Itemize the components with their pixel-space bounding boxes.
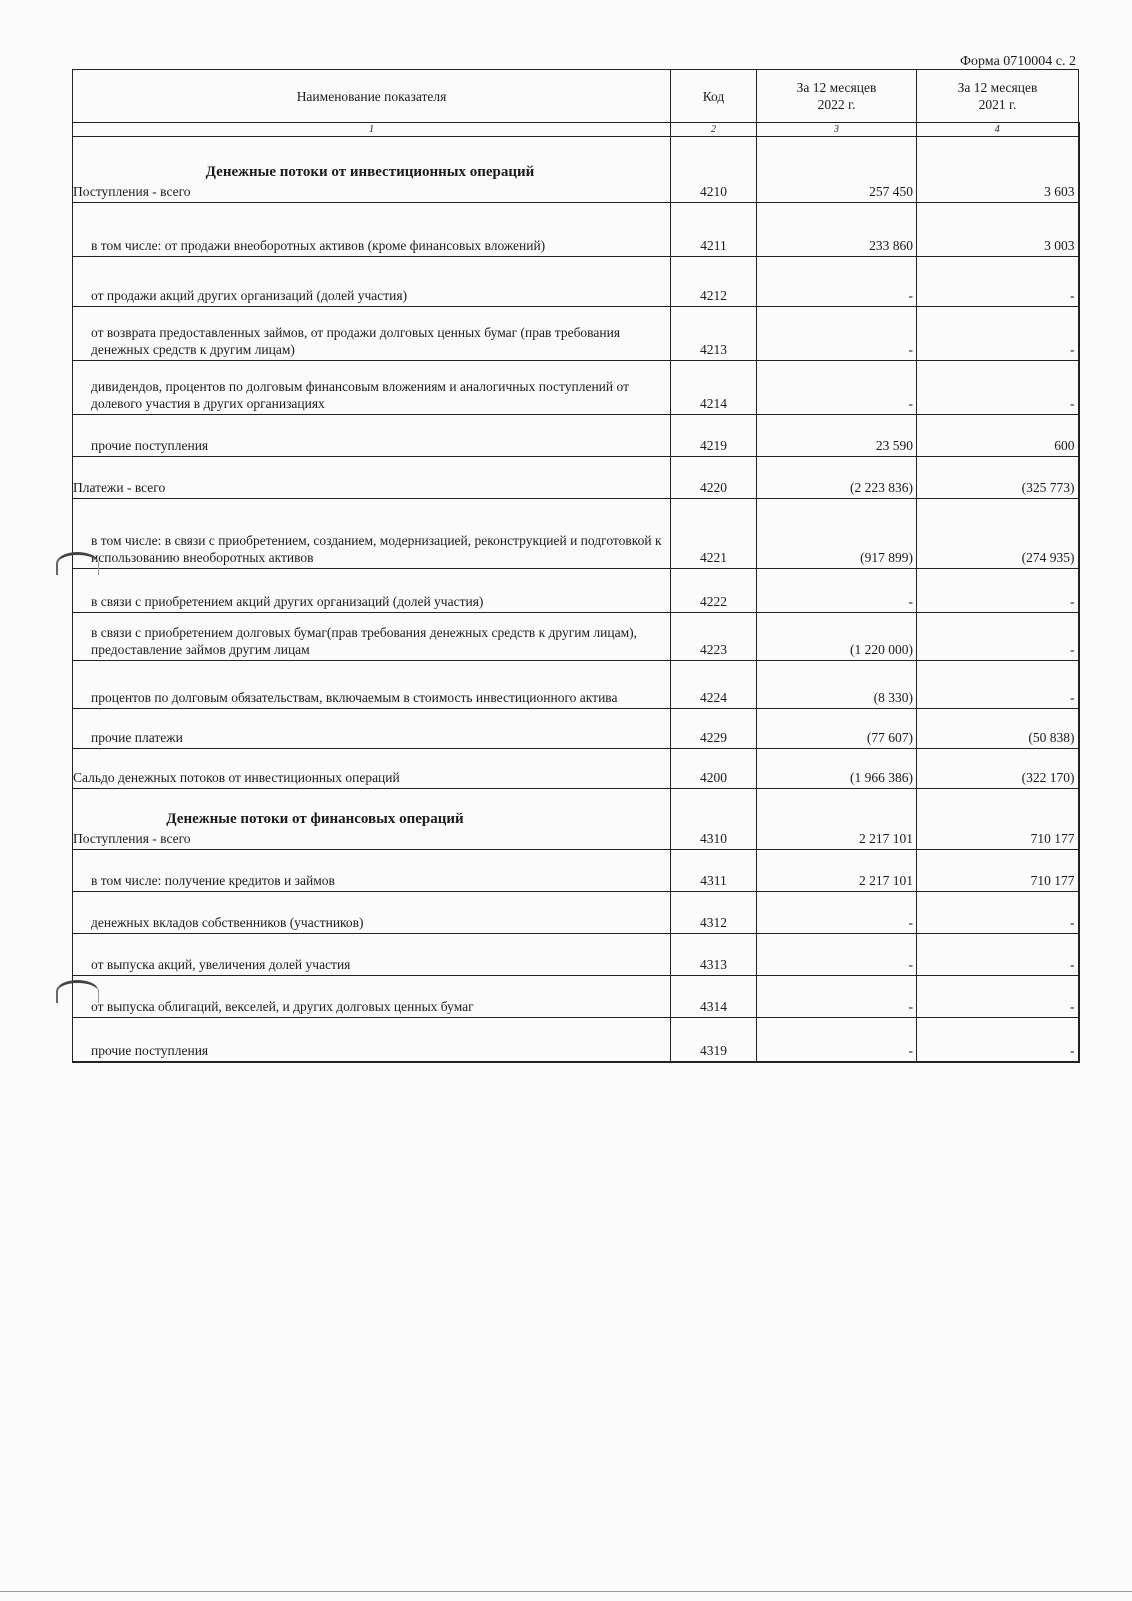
row-value-previous: - [917, 361, 1079, 415]
table-header-row [73, 70, 1079, 123]
page-edge-line [0, 1591, 1132, 1592]
table-row [73, 569, 1079, 613]
row-code: 4319 [671, 1018, 757, 1062]
row-value-current: - [757, 257, 917, 307]
row-value-previous: - [917, 307, 1079, 361]
row-value-previous: (325 773) [917, 457, 1079, 499]
table-row [73, 850, 1079, 892]
row-value-current: (1 220 000) [757, 613, 917, 661]
punch-hole-mark [56, 552, 99, 575]
row-value-current: - [757, 569, 917, 613]
row-value-previous: 710 177 [917, 789, 1079, 850]
row-code: 4200 [671, 749, 757, 789]
column-index: 3 [757, 123, 917, 137]
row-name: от продажи акций других организаций (долей участия) [73, 257, 671, 307]
header-code: Код [671, 70, 757, 123]
table-row [73, 934, 1079, 976]
row-name: процентов по долговым обязательствам, включаемым в стоимость инвестиционного актива [73, 661, 671, 709]
row-code: 4214 [671, 361, 757, 415]
row-value-current: - [757, 934, 917, 976]
row-value-current: - [757, 307, 917, 361]
row-value-previous: - [917, 569, 1079, 613]
row-value-previous: 600 [917, 415, 1079, 457]
table-row [73, 892, 1079, 934]
row-value-current: (1 966 386) [757, 749, 917, 789]
row-value-current: - [757, 1018, 917, 1062]
row-value-current: 23 590 [757, 415, 917, 457]
row-value-current: 2 217 101 [757, 789, 917, 850]
row-value-previous: - [917, 892, 1079, 934]
row-code: 4314 [671, 976, 757, 1018]
row-code: 4311 [671, 850, 757, 892]
row-name: в том числе: получение кредитов и займов [73, 850, 671, 892]
row-name: в связи с приобретением долговых бумаг(прав требования денежных средств к другим лицам), предоставление займов другим лицам [73, 613, 671, 661]
row-name: от выпуска акций, увеличения долей участия [73, 934, 671, 976]
row-name: Поступления - всего [73, 184, 191, 199]
row-code: 4313 [671, 934, 757, 976]
row-name: от выпуска облигаций, векселей, и других долговых ценных бумаг [73, 976, 671, 1018]
row-name-cell [73, 137, 671, 203]
row-value-current: 233 860 [757, 203, 917, 257]
row-code: 4219 [671, 415, 757, 457]
row-name: Сальдо денежных потоков от инвестиционных операций [73, 749, 671, 789]
row-value-previous: 3 603 [917, 137, 1079, 203]
table-row [73, 709, 1079, 749]
table-row [73, 613, 1079, 661]
row-value-previous: (50 838) [917, 709, 1079, 749]
table-row [73, 203, 1079, 257]
row-value-previous: - [917, 976, 1079, 1018]
row-name: прочие платежи [73, 709, 671, 749]
row-name: Платежи - всего [73, 457, 671, 499]
row-value-current: (8 330) [757, 661, 917, 709]
row-value-current: 257 450 [757, 137, 917, 203]
column-index-row [73, 123, 1079, 137]
row-name: прочие поступления [73, 415, 671, 457]
punch-hole-mark [56, 980, 99, 1003]
row-name: в том числе: в связи с приобретением, созданием, модернизацией, реконструкцией и подготовкой к использованию внеоборотных активов [73, 499, 671, 569]
row-code: 4224 [671, 661, 757, 709]
header-period-current: За 12 месяцев 2022 г. [757, 70, 917, 123]
row-value-previous: - [917, 1018, 1079, 1062]
header-period-previous: За 12 месяцев 2021 г. [917, 70, 1079, 123]
row-value-previous: - [917, 661, 1079, 709]
table-row [73, 457, 1079, 499]
column-index: 1 [73, 123, 671, 137]
table-row [73, 137, 1079, 203]
table-row [73, 749, 1079, 789]
row-value-previous: (274 935) [917, 499, 1079, 569]
cash-flow-table [72, 69, 1080, 1063]
row-value-current: (2 223 836) [757, 457, 917, 499]
row-value-previous: 710 177 [917, 850, 1079, 892]
row-code: 4312 [671, 892, 757, 934]
row-code: 4213 [671, 307, 757, 361]
row-name: в связи с приобретением акций других организаций (долей участия) [73, 569, 671, 613]
row-code: 4211 [671, 203, 757, 257]
row-name: прочие поступления [73, 1018, 671, 1062]
row-value-previous: (322 170) [917, 749, 1079, 789]
row-value-current: - [757, 976, 917, 1018]
row-name: Поступления - всего [73, 831, 191, 846]
table-row [73, 976, 1079, 1018]
row-name: от возврата предоставленных займов, от продажи долговых ценных бумаг (прав требования денежных средств к другим лицам) [73, 307, 671, 361]
table-row [73, 499, 1079, 569]
row-value-previous: 3 003 [917, 203, 1079, 257]
row-code: 4210 [671, 137, 757, 203]
row-code: 4223 [671, 613, 757, 661]
row-code: 4310 [671, 789, 757, 850]
row-name-cell [73, 789, 671, 850]
table-row [73, 257, 1079, 307]
table-row [73, 415, 1079, 457]
row-name: в том числе: от продажи внеоборотных активов (кроме финансовых вложений) [73, 203, 671, 257]
header-name: Наименование показателя [73, 70, 671, 123]
column-index: 4 [917, 123, 1079, 137]
row-code: 4212 [671, 257, 757, 307]
row-value-current: (77 607) [757, 709, 917, 749]
table-row [73, 361, 1079, 415]
row-value-current: - [757, 892, 917, 934]
form-number-label: Форма 0710004 с. 2 [959, 54, 1076, 69]
table-row [73, 307, 1079, 361]
column-index: 2 [671, 123, 757, 137]
row-value-previous: - [917, 934, 1079, 976]
row-value-previous: - [917, 613, 1079, 661]
row-name: денежных вкладов собственников (участников) [73, 892, 671, 934]
row-value-current: 2 217 101 [757, 850, 917, 892]
row-value-previous: - [917, 257, 1079, 307]
row-code: 4220 [671, 457, 757, 499]
row-value-current: (917 899) [757, 499, 917, 569]
table-row [73, 661, 1079, 709]
row-code: 4229 [671, 709, 757, 749]
row-code: 4222 [671, 569, 757, 613]
section-title-financing: Денежные потоки от финансовых операций [166, 811, 464, 827]
row-code: 4221 [671, 499, 757, 569]
row-name: дивидендов, процентов по долговым финансовым вложениям и аналогичных поступлений от долевого участия в других организациях [73, 361, 671, 415]
table-row [73, 789, 1079, 850]
table-row [73, 1018, 1079, 1062]
row-value-current: - [757, 361, 917, 415]
section-title-investing: Денежные потоки от инвестиционных операций [205, 164, 535, 180]
